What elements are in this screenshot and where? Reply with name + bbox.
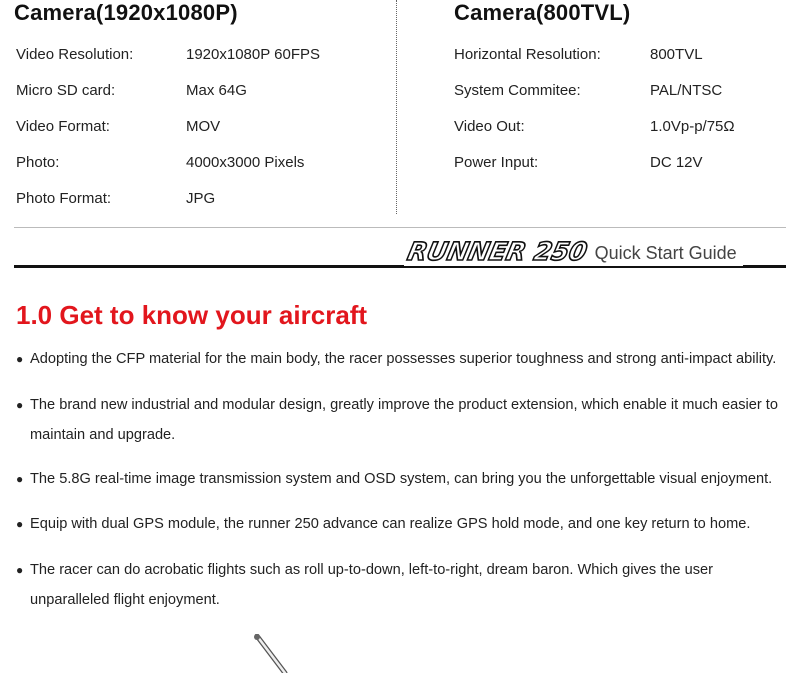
runner-250-logo bbox=[404, 236, 743, 266]
camera1-title: Camera(1920x1080P) bbox=[14, 0, 238, 25]
quick-start-guide-label: Quick Start Guide bbox=[594, 243, 737, 263]
spec-key: Horizontal Resolution: bbox=[454, 46, 601, 63]
spec-key: Video Resolution: bbox=[16, 46, 134, 63]
list-item bbox=[16, 509, 791, 539]
bullet-icon: ● bbox=[16, 472, 24, 486]
separator-rule bbox=[14, 227, 786, 228]
list-item-text: The 5.8G real-time image transmission system and OSD system, can bring you the unforgettable visual enjoyment. bbox=[30, 471, 773, 487]
column-divider bbox=[396, 0, 397, 214]
bullet-icon: ● bbox=[16, 352, 24, 366]
spec-key: Power Input: bbox=[454, 154, 539, 171]
spec-key: Video Out: bbox=[454, 118, 525, 135]
list-item-text: The brand new industrial and modular design, greatly improve the product extension, which enable it much easier to maintain and upgrade. bbox=[30, 397, 778, 443]
spec-value: JPG bbox=[186, 190, 216, 207]
antenna-icon bbox=[245, 634, 295, 673]
spec-value: 1.0Vp-p/75Ω bbox=[650, 118, 735, 135]
list-item bbox=[16, 344, 791, 374]
spec-key: System Commitee: bbox=[454, 82, 581, 99]
list-item bbox=[16, 555, 791, 615]
spec-value: PAL/NTSC bbox=[650, 82, 723, 99]
spec-key: Micro SD card: bbox=[16, 82, 116, 99]
camera1-spec-list bbox=[16, 46, 386, 226]
logo-wordmark: RUNNER 250 bbox=[405, 237, 590, 266]
spec-key: Photo Format: bbox=[16, 190, 112, 207]
bullet-icon: ● bbox=[16, 563, 24, 577]
spec-row bbox=[16, 46, 386, 82]
spec-key: Video Format: bbox=[16, 118, 110, 135]
list-item bbox=[16, 464, 791, 494]
camera2-title: Camera(800TVL) bbox=[454, 0, 631, 25]
spec-row bbox=[454, 46, 794, 82]
spec-value: Max 64G bbox=[186, 82, 247, 99]
list-item-text: Adopting the CFP material for the main body, the racer possesses superior toughness and strong anti-impact ability. bbox=[30, 351, 777, 367]
list-item-text: The racer can do acrobatic flights such as roll up-to-down, left-to-right, dream baron. Which gives the user unparalleled flight enjoyment. bbox=[30, 562, 713, 608]
list-item bbox=[16, 390, 791, 450]
spec-row bbox=[454, 154, 794, 190]
spec-row bbox=[16, 118, 386, 154]
spec-row bbox=[16, 154, 386, 190]
spec-row bbox=[454, 82, 794, 118]
spec-key: Photo: bbox=[16, 154, 60, 171]
spec-row bbox=[454, 118, 794, 154]
spec-value: 800TVL bbox=[650, 46, 703, 63]
camera2-spec-list bbox=[454, 46, 794, 190]
spec-value: 4000x3000 Pixels bbox=[186, 154, 305, 171]
bullet-icon: ● bbox=[16, 398, 24, 412]
spec-value: DC 12V bbox=[650, 154, 703, 171]
spec-row bbox=[16, 82, 386, 118]
bullet-icon: ● bbox=[16, 517, 24, 531]
spec-value: 1920x1080P 60FPS bbox=[186, 46, 320, 63]
list-item-text: Equip with dual GPS module, the runner 250 advance can realize GPS hold mode, and one key return to home. bbox=[30, 516, 751, 532]
spec-row bbox=[16, 190, 386, 226]
spec-value: MOV bbox=[186, 118, 221, 135]
section-heading: 1.0 Get to know your aircraft bbox=[16, 300, 368, 330]
